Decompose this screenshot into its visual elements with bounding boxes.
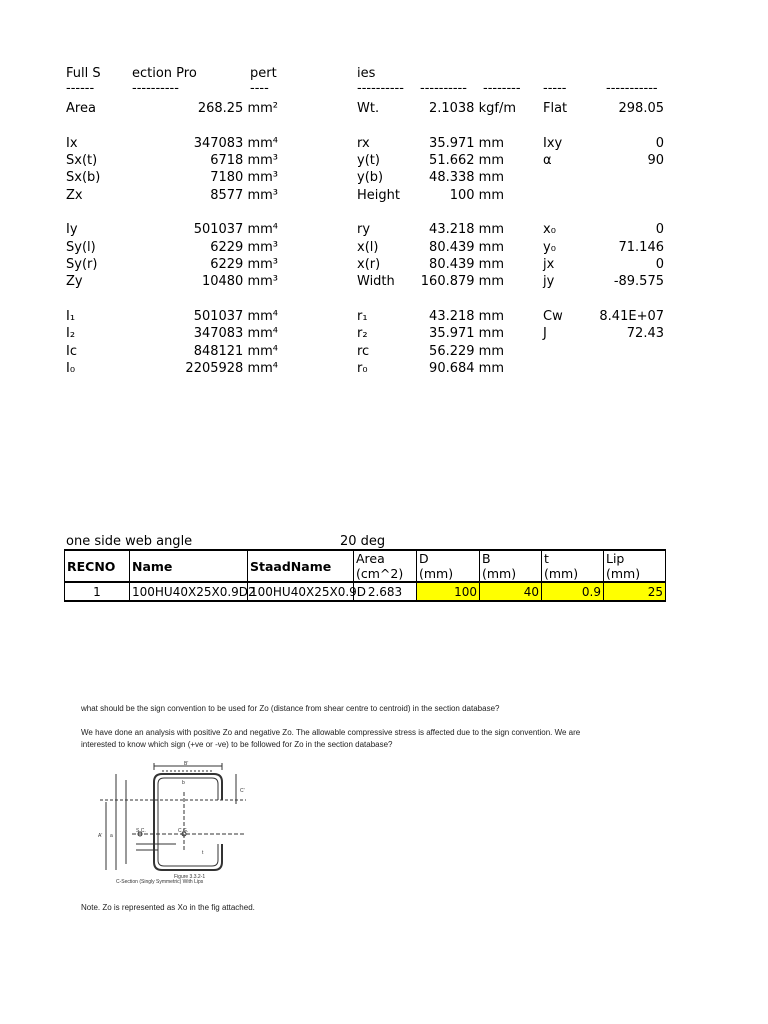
cell-recno[interactable]: 1 [65,582,130,601]
zy-value: 10480 mm³ [201,274,278,289]
col-lip-label: Lip (mm) [606,551,641,581]
ixy-label: Ixy [543,136,563,151]
col-staadname [248,550,354,582]
rx-value: 35.971 mm [429,136,504,151]
wt-value: 2.1038 kgf/m [428,101,516,116]
area-value: 268.25 mm² [197,101,278,116]
yb-value: 48.338 mm [429,170,504,185]
table-row[interactable] [65,582,666,601]
note-line: Note. Zo is represented as Xo in the fig attached. [81,903,255,912]
iy-label: Iy [66,222,78,237]
xr-value: 80.439 mm [429,257,504,272]
question-line-3: interested to know which sign (+ve or -ve) to be followed for Zo in the section database? [81,740,393,749]
svg-text:S.C.: S.C. [136,828,146,834]
col-b-label: B (mm) [482,551,517,581]
cell-lip[interactable]: 25 [604,582,666,601]
col-lip [604,550,666,582]
col-d [417,550,480,582]
col-name-label: Name [132,558,173,574]
col-recno [65,550,130,582]
xo-label: x₀ [543,222,556,237]
cw-value: 8.41E+07 [599,309,664,324]
flat-value: 298.05 [618,101,664,116]
ic-value: 848121 mm⁴ [193,344,278,359]
figure-caption-2: C-Section (Singly Symmetric) With Lips [116,879,204,885]
web-angle-value: 20 deg [340,534,386,549]
cell-d[interactable]: 100 [417,582,480,601]
question-line-1: what should be the sign convention to be used for Zo (distance from shear centre to centroid) in the section database? [81,704,500,713]
svg-text:t: t [202,850,204,856]
syr-label: Sy(r) [66,257,98,272]
figure-caption-1: Figure 3.3.2-1 [174,874,206,880]
cell-name[interactable]: 100HU40X25X0.9D2 [130,582,248,601]
sxt-value: 6718 mm³ [210,153,278,168]
col-t [542,550,604,582]
jx-label: jx [543,257,555,272]
width-label: Width [357,274,395,289]
zx-value: 8577 mm³ [210,188,278,203]
header-label-3: pert [250,66,277,81]
col-staadname-label: StaadName [250,558,332,574]
cell-staadname[interactable]: 100HU40X25X0.9D [248,582,354,601]
svg-text:C.G.: C.G. [178,828,189,834]
header-label-4: ies [357,66,376,81]
dash-7: ----- [543,81,567,96]
rc-label: rc [357,344,370,359]
col-area-label: Area (cm^2) [356,551,404,581]
col-recno-label: RECNO [67,558,116,574]
dash-8: ----------- [606,81,658,96]
table-header-row [65,550,666,582]
i1-label: I₁ [66,309,76,324]
yo-value: 71.146 [618,240,664,255]
ro-value: 90.684 mm [429,361,504,376]
alpha-label: α [543,153,552,168]
jy-label: jy [543,274,555,289]
yt-label: y(t) [357,153,380,168]
jy-value: -89.575 [613,274,664,289]
i2-value: 347083 mm⁴ [193,326,278,341]
sxb-label: Sx(b) [66,170,101,185]
dash-5: ---------- [420,81,467,96]
r2-value: 35.971 mm [429,326,504,341]
alpha-value: 90 [647,153,664,168]
col-d-label: D (mm) [419,551,454,581]
io-value: 2205928 mm⁴ [185,361,278,376]
dash-1: ------ [66,81,95,96]
svg-text:b: b [182,780,185,786]
jx-value: 0 [655,257,664,272]
height-label: Height [357,188,400,203]
syr-value: 6229 mm³ [210,257,278,272]
ic-label: Ic [66,344,77,359]
ro-label: r₀ [357,361,368,376]
r1-label: r₁ [357,309,368,324]
r1-value: 43.218 mm [429,309,504,324]
col-name [130,550,248,582]
j-label: J [543,326,547,341]
rx-label: rx [357,136,370,151]
ry-label: ry [357,222,371,237]
height-value: 100 mm [449,188,504,203]
cell-b[interactable]: 40 [480,582,542,601]
xo-value: 0 [655,222,664,237]
svg-text:C': C' [240,788,245,794]
header-label-1: Full S [66,66,101,81]
syl-value: 6229 mm³ [210,240,278,255]
syl-label: Sy(l) [66,240,96,255]
col-b [480,550,542,582]
col-t-label: t (mm) [544,551,579,581]
yo-label: y₀ [543,240,556,255]
j-value: 72.43 [626,326,664,341]
i2-label: I₂ [66,326,76,341]
xl-value: 80.439 mm [429,240,504,255]
xl-label: x(l) [357,240,379,255]
cw-label: Cw [543,309,563,324]
ix-value: 347083 mm⁴ [193,136,278,151]
dash-4: ---------- [357,81,404,96]
dash-2: ---------- [132,81,179,96]
i1-value: 501037 mm⁴ [193,309,278,324]
c-section-figure [96,761,266,885]
ixy-value: 0 [655,136,664,151]
yb-label: y(b) [357,170,384,185]
cell-area[interactable]: 2.683 [354,582,417,601]
sxt-label: Sx(t) [66,153,98,168]
ix-label: Ix [66,136,78,151]
zy-label: Zy [66,274,83,289]
svg-text:A': A' [98,833,103,839]
section-table [64,549,666,602]
sxb-value: 7180 mm³ [210,170,278,185]
dash-3: ---- [250,81,269,96]
yt-value: 51.662 mm [429,153,504,168]
xr-label: x(r) [357,257,381,272]
cell-t[interactable]: 0.9 [542,582,604,601]
ry-value: 43.218 mm [429,222,504,237]
r2-label: r₂ [357,326,368,341]
width-value: 160.879 mm [420,274,504,289]
wt-label: Wt. [357,101,380,116]
svg-text:B': B' [184,761,189,767]
rc-value: 56.229 mm [429,344,504,359]
flat-label: Flat [543,101,568,116]
header-label-2: ection Pro [132,66,197,81]
io-label: I₀ [66,361,76,376]
iy-value: 501037 mm⁴ [193,222,278,237]
svg-text:a: a [110,833,113,839]
area-label: Area [66,101,96,116]
dash-6: -------- [483,81,521,96]
web-angle-label: one side web angle [66,534,193,549]
col-area [354,550,417,582]
zx-label: Zx [66,188,83,203]
question-line-2: We have done an analysis with positive Zo and negative Zo. The allowable compressive stress is affected due to the sign convention. We are [81,728,581,737]
